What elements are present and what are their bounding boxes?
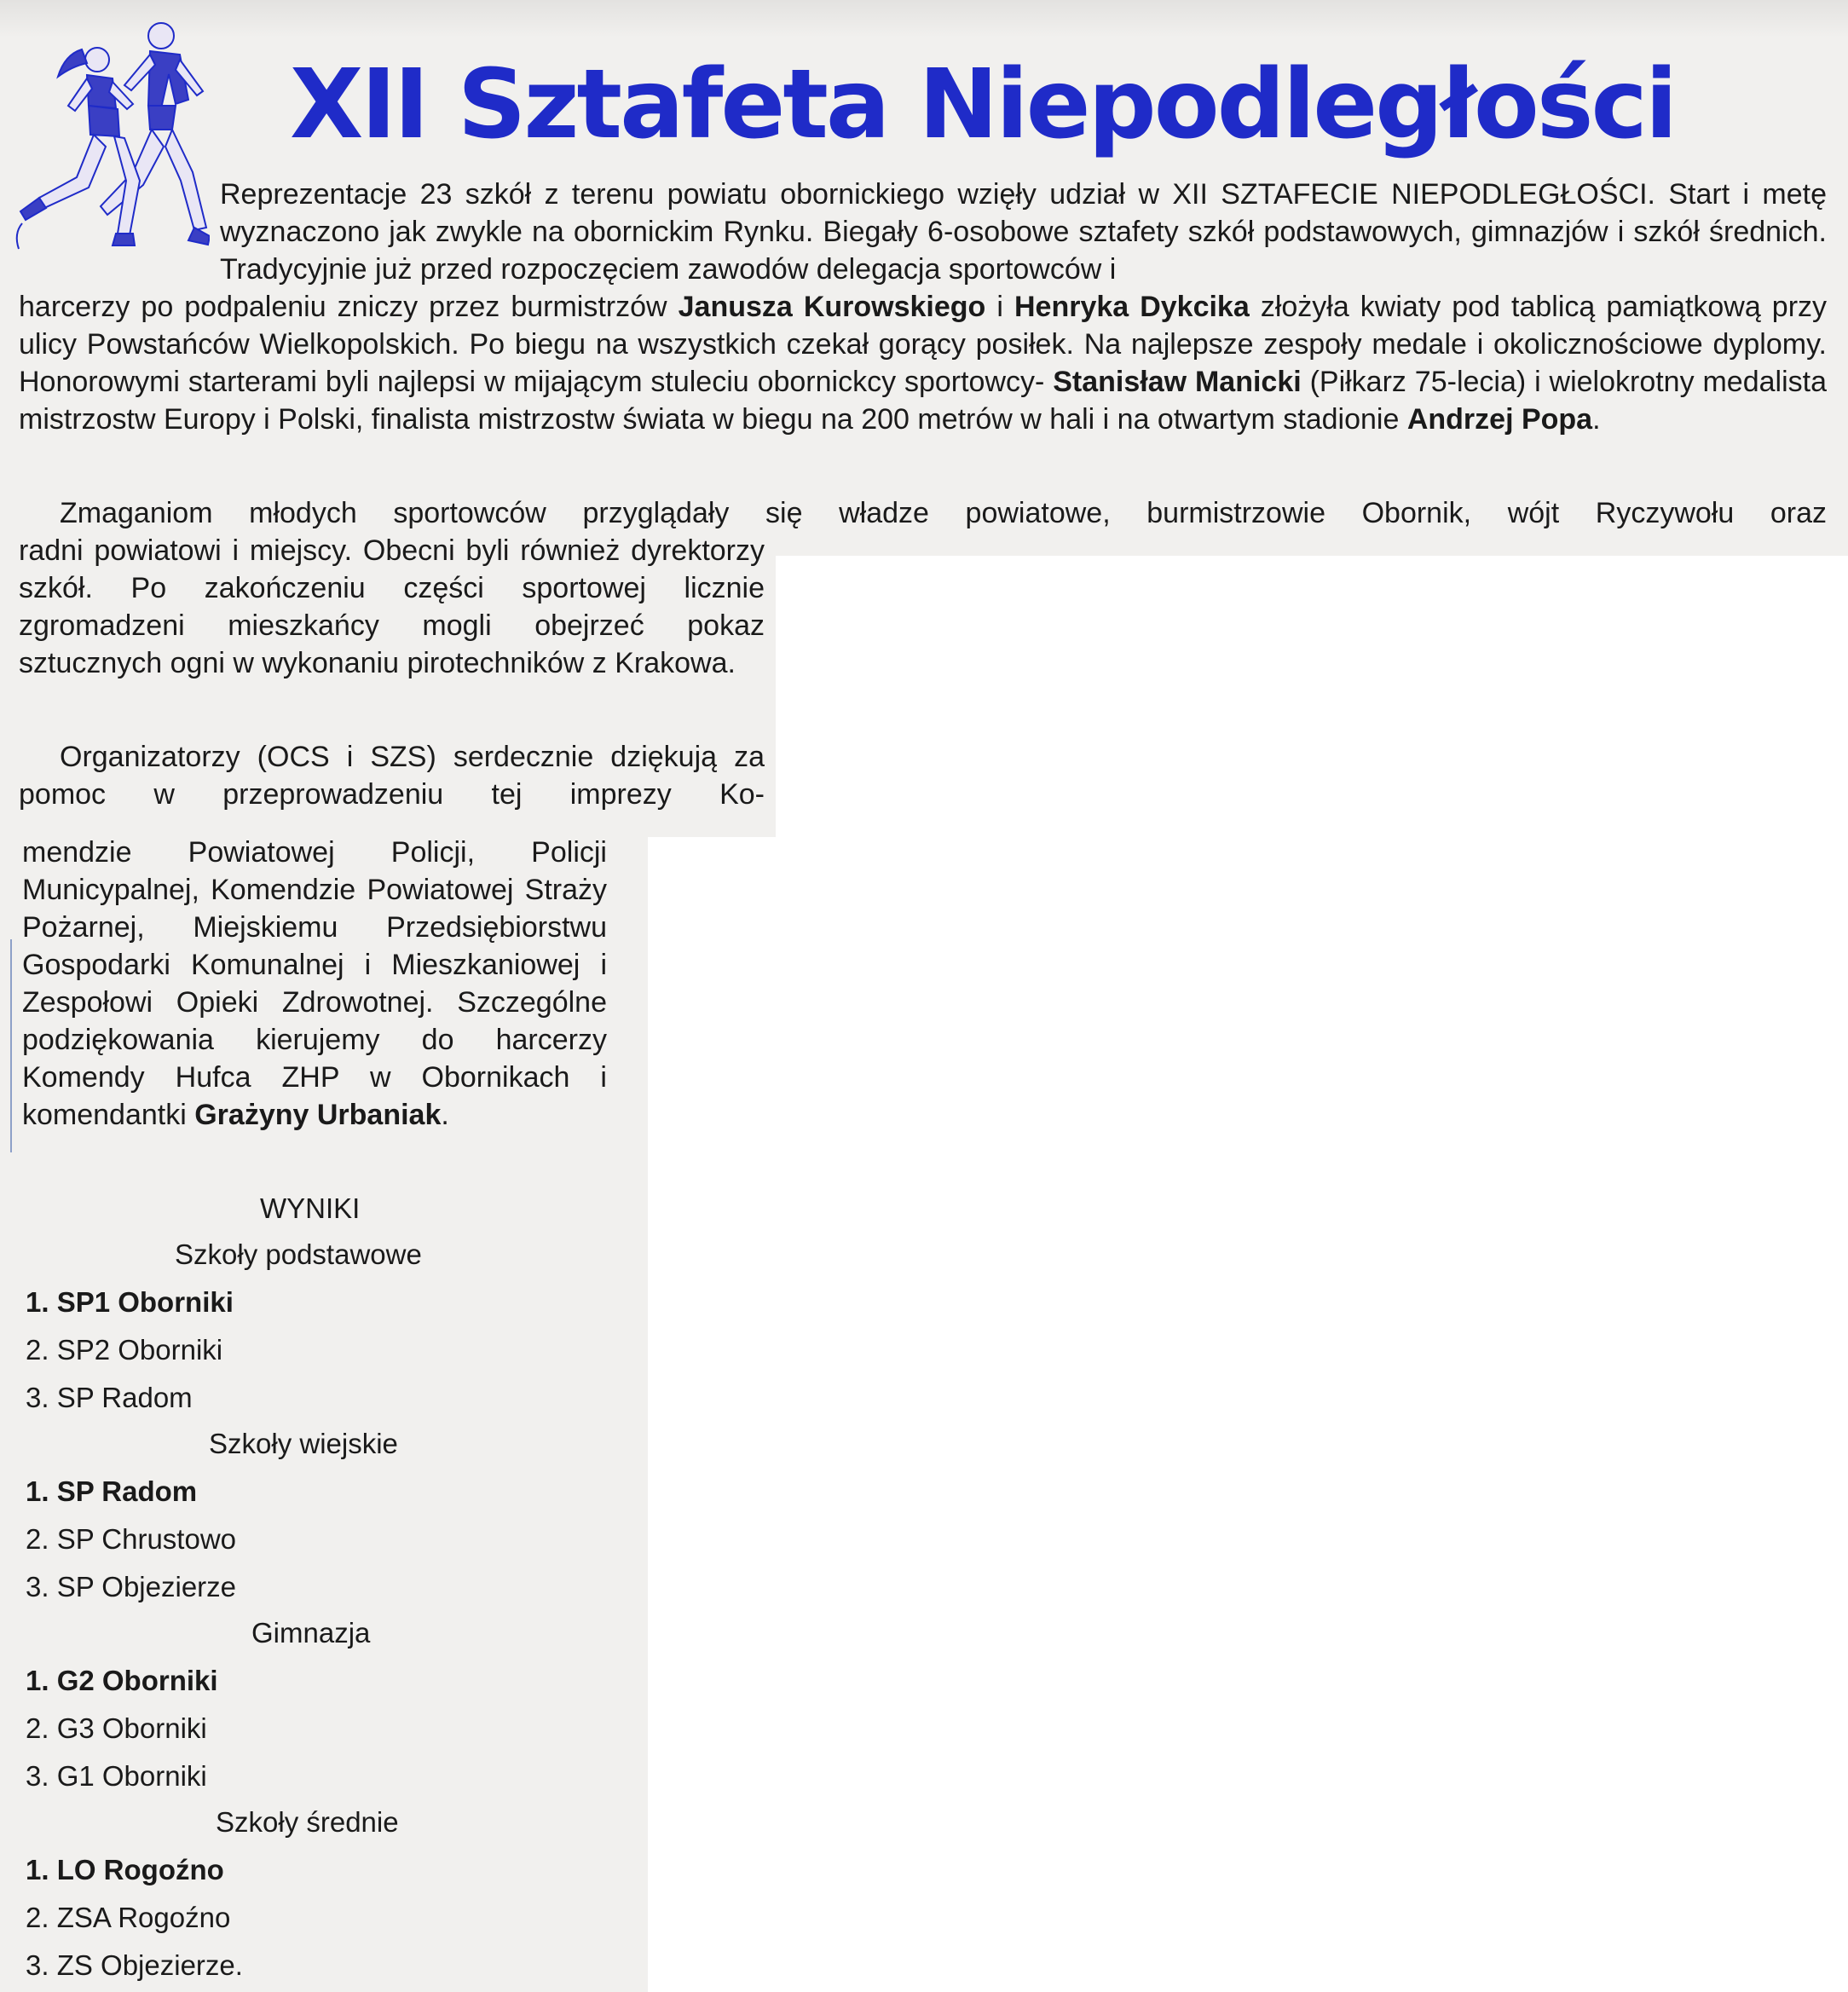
result-item: 1. SP1 Oborniki	[26, 1286, 234, 1318]
text-span: złożyła kwiaty pod tablicą pamiątkową przy ulicy Powstańców Wielkopolskich. Po biegu na wszystkich czekał gorący posiłek. Na najlepsze zespoły medale i okolicznościowe dyplomy. Honorowymi starterami byli najlepsi w mijającym stuleciu obornickcy sportowcy-	[19, 291, 1827, 398]
results-group-title: Szkoły podstawowe	[175, 1239, 422, 1270]
name-manicki: Stanisław Manicki	[1053, 366, 1302, 398]
results-group-title: Szkoły wiejskie	[209, 1428, 398, 1459]
text-span: .	[441, 1099, 449, 1131]
paragraph-ceremony	[19, 288, 1827, 484]
paragraph-officials-line: Zmaganiom młodych sportowców przyglądały się władze powiatowe, burmistrzowie Obornik, wójt Ryczywołu oraz	[60, 497, 1827, 529]
name-kurowski: Janusza Kurowskiego	[678, 291, 986, 323]
name-dykcik: Henryka Dykcika	[1014, 291, 1250, 323]
text-span: .	[1592, 403, 1601, 436]
result-item: 1. LO Rogoźno	[26, 1854, 224, 1885]
article-title: XII Sztafeta Niepodległości	[290, 49, 1676, 160]
result-item: 1. G2 Oborniki	[26, 1665, 218, 1696]
result-item: 2. SP Chrustowo	[26, 1523, 237, 1555]
result-item: 3. SP Objezierze	[26, 1571, 237, 1602]
text-span: mendzie Powiatowej Policji, Policji Municypalnej, Komendzie Powiatowej Straży Pożarnej, Miejskiemu Przedsiębiorstwu Gospodarki Komunalnej i Mieszkaniowej i Zespołowi Opieki Zdrowotnej. Szczególne podziękowania kierujemy do harcerzy Komendy Hufca ZHP w Obornikach i komendantki	[22, 836, 607, 1131]
result-item: 2. G3 Oborniki	[26, 1712, 207, 1744]
result-item: 2. ZSA Rogoźno	[26, 1902, 231, 1933]
result-item: 2. SP2 Oborniki	[26, 1334, 223, 1366]
result-item: 3. SP Radom	[26, 1382, 193, 1413]
runners-icon	[5, 10, 210, 257]
result-item: 1. SP Radom	[26, 1475, 198, 1507]
paragraph-intro: Reprezentacje 23 szkół z terenu powiatu obornickiego wzięły udział w XII SZTAFECIE NIEPODLEGŁOŚCI. Start i metę wyznaczono jak zwykle na obornickim Rynku. Biegały 6-osobowe sztafety szkół podstawowych, gimnazjów i szkół średnich. Tradycyjnie już przed rozpoczęciem zawodów delegacja sportowców i	[220, 178, 1827, 286]
paragraph-thanks-start: Organizatorzy (OCS i SZS) serdecznie dziękują za pomoc w przeprowadzeniu tej imprezy Ko-	[19, 741, 765, 811]
name-urbaniak: Grażyny Urbaniak	[194, 1099, 442, 1131]
text-span: harcerzy po podpaleniu zniczy przez burmistrzów	[19, 291, 667, 323]
paragraph-officials: radni powiatowi i miejscy. Obecni byli również dyrektorzy szkół. Po zakończeniu części sportowej licznie zgromadzeni mieszkańcy mogli obejrzeć pokaz sztucznych ogni w wykonaniu pirotechników z Krakowa.	[19, 534, 765, 679]
text-span: i	[996, 291, 1003, 323]
results-heading: WYNIKI	[260, 1192, 361, 1224]
paragraph-thanks	[22, 834, 607, 1134]
results-group-title: Gimnazja	[251, 1617, 371, 1648]
result-item: 3. ZS Objezierze.	[26, 1949, 243, 1981]
text-span: (Piłkarz 75-lecia) i wielokrotny medalista mistrzostw Europy i Polski, finalista mistrzostw świata w biegu na 200 metrów w hali i na otwartym stadionie	[19, 366, 1827, 436]
name-popa: Andrzej Popa	[1406, 403, 1593, 436]
results-group-title: Szkoły średnie	[216, 1806, 399, 1838]
result-item: 3. G1 Oborniki	[26, 1760, 207, 1792]
